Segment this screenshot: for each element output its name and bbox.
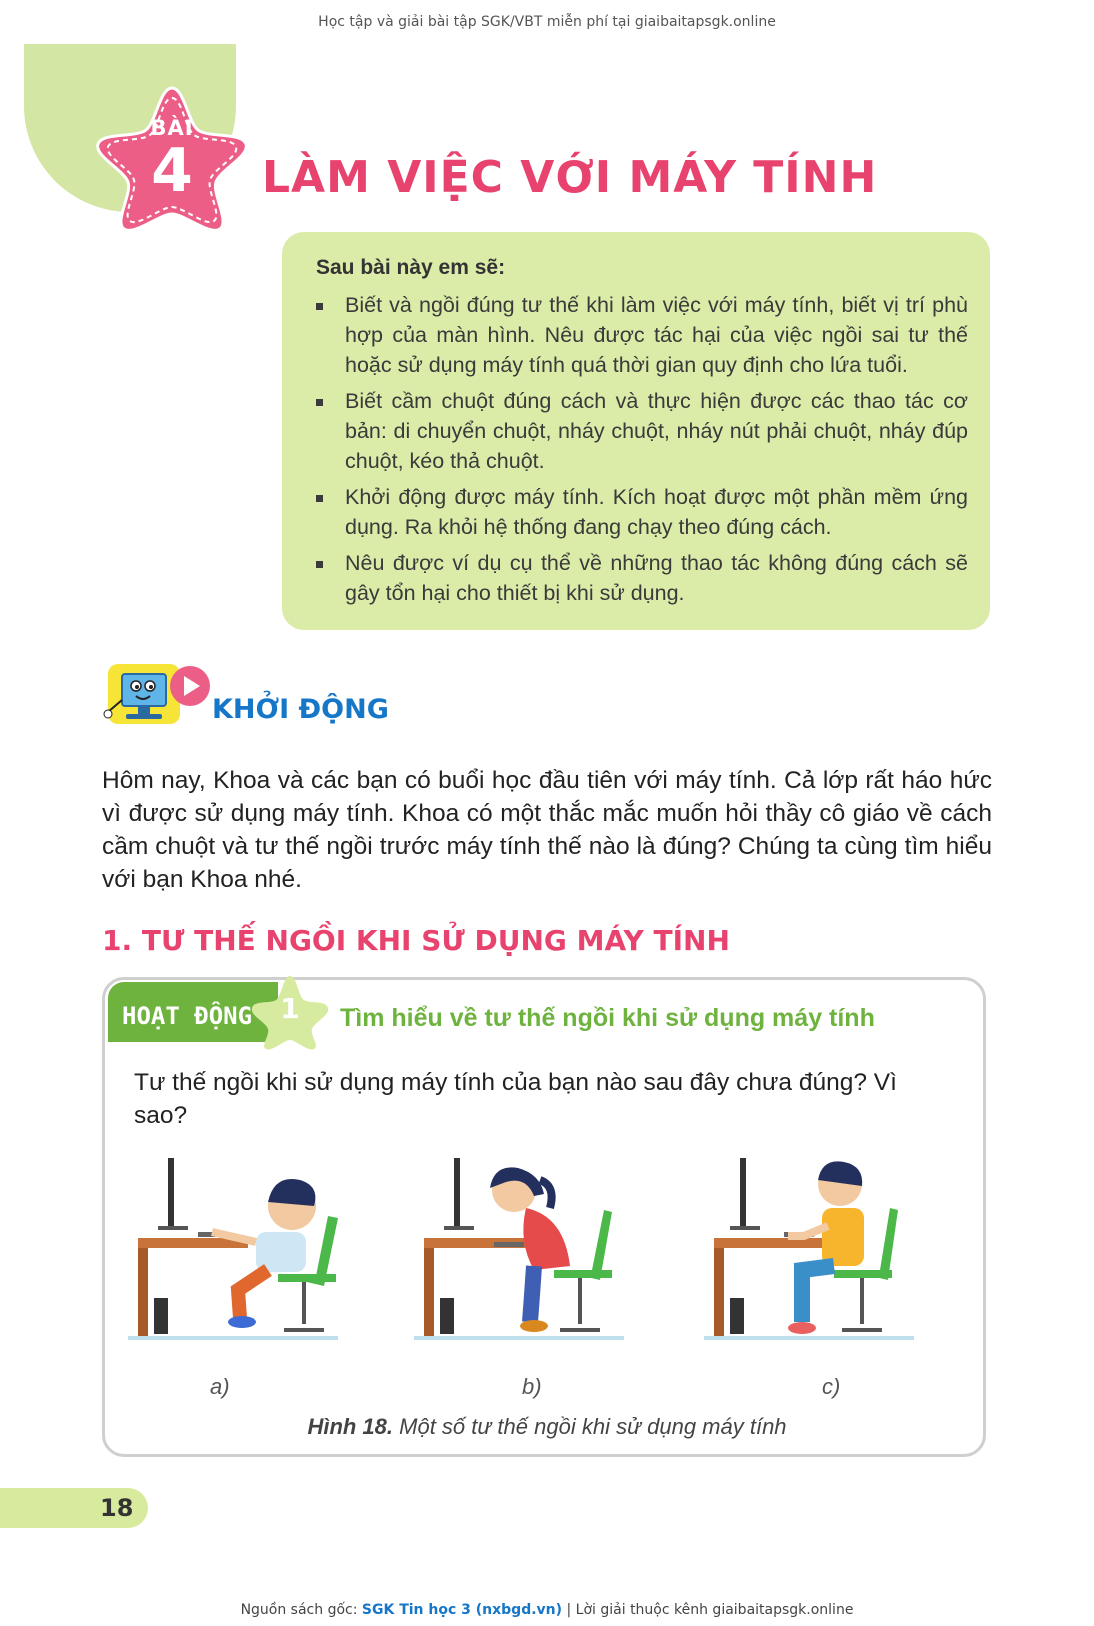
header-note: Học tập và giải bài tập SGK/VBT miễn phí tại giaibaitapsgk.online <box>318 14 776 30</box>
warmup-text: Hôm nay, Khoa và các bạn có buổi học đầu tiên với máy tính. Cả lớp rất háo hức vì được sử dụng máy tính. Khoa có một thắc mắc muốn hỏi thầy cô giáo về cách cầm chuột và tư thế ngồi trước máy tính thế nào là đúng? Chúng ta cùng tìm hiểu với bạn Khoa nhé. <box>102 767 992 893</box>
figure-text: Một số tư thế ngồi khi sử dụng máy tính <box>393 1414 787 1439</box>
posture-illustration-b <box>414 1146 634 1366</box>
activity-question: Tư thế ngồi khi sử dụng máy tính của bạn nào sau đây chưa đúng? Vì sao? <box>134 1069 897 1129</box>
objectives-heading: Sau bài này em sẽ: <box>316 256 506 279</box>
activity-title: Tìm hiểu về tư thế ngồi khi sử dụng máy tính <box>340 1004 875 1032</box>
objective-item: Biết cầm chuột đúng cách và thực hiện được các thao tác cơ bản: di chuyển chuột, nháy chuột, nháy nút phải chuột, nháy đúp chuột, kéo thả chuột. <box>316 386 968 476</box>
footer-suffix: | Lời giải thuộc kênh giaibaitapsgk.online <box>562 1602 854 1618</box>
posture-illustration-c <box>704 1146 924 1366</box>
figure-label: Hình 18. <box>307 1414 394 1439</box>
footer-note <box>0 1602 1094 1618</box>
caption-b: b) <box>522 1374 542 1399</box>
objective-item: Nêu được ví dụ cụ thể về những thao tác không đúng cách sẽ gây tổn hại cho thiết bị khi sử dụng. <box>316 548 968 608</box>
posture-illustration-a <box>128 1146 348 1366</box>
figure-caption <box>0 1414 1094 1440</box>
computer-mascot-icon <box>102 660 212 732</box>
objectives-list <box>316 290 968 614</box>
lesson-label: BÀI <box>150 116 194 140</box>
lesson-title: LÀM VIỆC VỚI MÁY TÍNH <box>262 152 878 203</box>
caption-c: c) <box>822 1374 841 1399</box>
section-title: 1. TƯ THẾ NGỒI KHI SỬ DỤNG MÁY TÍNH <box>102 924 730 957</box>
objective-item: Biết và ngồi đúng tư thế khi làm việc với máy tính, biết vị trí phù hợp của màn hình. Nêu được tác hại của việc ngồi sai tư thế hoặc sử dụng máy tính quá thời gian quy định cho lứa tuổi. <box>316 290 968 380</box>
warmup-title: KHỞI ĐỘNG <box>212 694 389 725</box>
objective-item: Khởi động được máy tính. Kích hoạt được một phần mềm ứng dụng. Ra khỏi hệ thống đang chạy theo đúng cách. <box>316 482 968 542</box>
footer-source-link[interactable]: SGK Tin học 3 (nxbgd.vn) <box>361 1602 563 1618</box>
caption-a: a) <box>210 1374 230 1399</box>
footer-prefix: Nguồn sách gốc: <box>240 1602 362 1618</box>
lesson-number: 4 <box>151 136 193 206</box>
activity-tab-label: HOẠT ĐỘNG <box>122 1002 253 1030</box>
activity-number: 1 <box>280 992 300 1025</box>
page-number: 18 <box>100 1494 134 1522</box>
